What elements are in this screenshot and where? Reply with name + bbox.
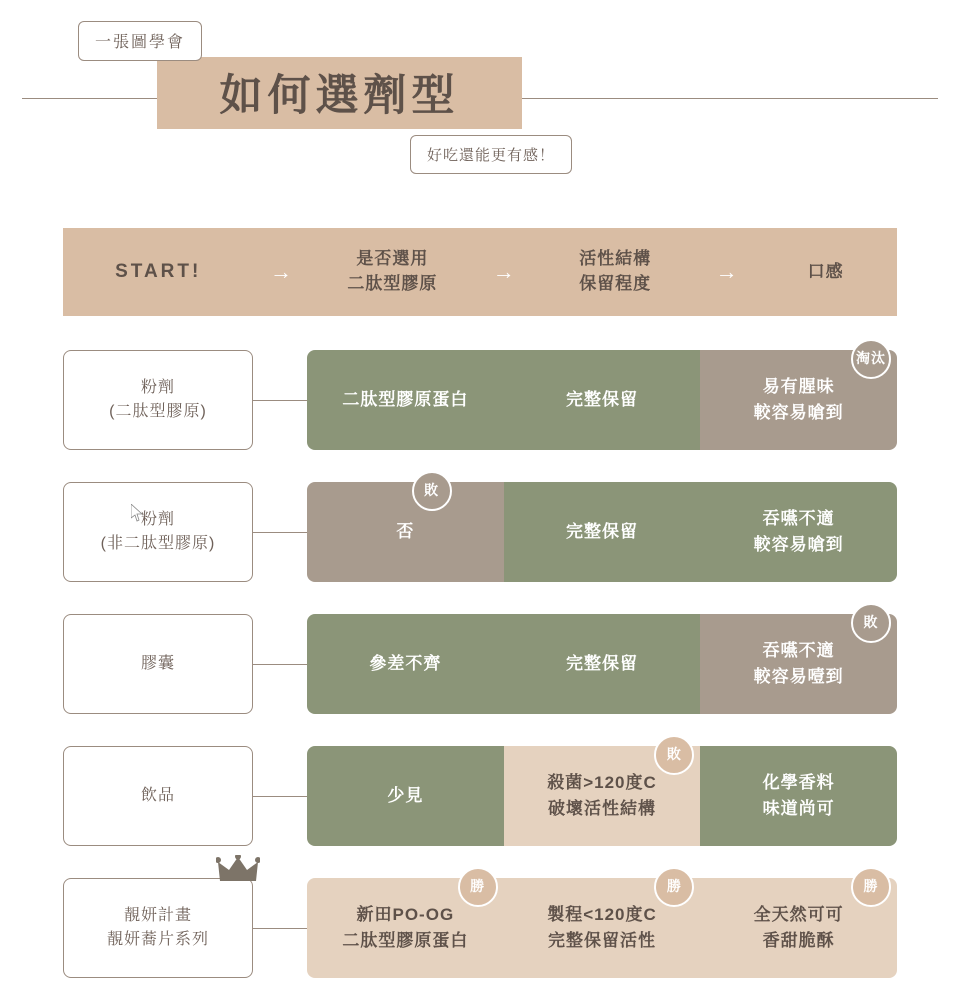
row-label-powder-dipeptide (63, 350, 253, 450)
cell-r3-c3-line1: 吞嚥不適 (762, 640, 835, 660)
cell-r4-c1 (307, 746, 504, 846)
cell-r5-c2 (504, 878, 701, 978)
row-label-powder-non-dipeptide (63, 482, 253, 582)
row-cells (307, 746, 897, 846)
cell-r3-c3 (700, 614, 897, 714)
mouse-cursor-icon (131, 504, 143, 522)
cell-r1-c3-line2: 較容易嗆到 (753, 403, 844, 422)
cell-r2-c1-line1: 否 (396, 521, 415, 541)
row-cells (307, 614, 897, 714)
row-connector (253, 482, 307, 582)
row-label-line1: 飲品 (140, 787, 175, 804)
row-cells (307, 878, 897, 978)
flow-step-1-line1: 是否選用 (356, 249, 429, 269)
cell-r3-c1-line1: 參差不齊 (369, 653, 442, 673)
cell-r2-c1 (307, 482, 504, 582)
cell-r1-c3-line1: 易有腥味 (762, 376, 835, 396)
cell-r1-c3 (700, 350, 897, 450)
cell-r4-c3-line1: 化學香料 (762, 772, 835, 792)
cell-r1-c1 (307, 350, 504, 450)
row-label-line1: 膠囊 (140, 655, 175, 672)
table-row (63, 614, 897, 714)
row-cells (307, 482, 897, 582)
cell-r1-c2 (504, 350, 701, 450)
row-label-capsule (63, 614, 253, 714)
status-badge-fail: 敗 (412, 471, 452, 511)
table-row (63, 878, 897, 978)
flow-step-2 (531, 247, 699, 296)
cell-r2-c2 (504, 482, 701, 582)
cell-r5-c1-line1: 新田PO-OG (356, 904, 455, 924)
row-connector (253, 878, 307, 978)
cell-r3-c2-line1: 完整保留 (566, 653, 638, 673)
flow-header-bar (63, 228, 897, 316)
table-row (63, 482, 897, 582)
cell-r5-c3-line1: 全天然可可 (753, 904, 844, 924)
cell-r4-c2-line1: 殺菌>120度C (547, 772, 657, 792)
status-badge-win: 勝 (654, 867, 694, 907)
cell-r1-c1-line1: 二肽型膠原蛋白 (342, 389, 469, 409)
row-label-line1: 粉劑 (140, 379, 175, 396)
page-title: 如何選劑型 (219, 73, 460, 120)
row-connector (253, 350, 307, 450)
row-label-line2: (非二肽型膠原) (100, 535, 216, 552)
row-label-featured-product (63, 878, 253, 978)
cell-r4-c3-line2: 味道尚可 (762, 799, 835, 818)
cell-r4-c2 (504, 746, 701, 846)
table-row (63, 350, 897, 450)
cell-r5-c1 (307, 878, 504, 978)
cell-r4-c1-line1: 少見 (387, 785, 424, 805)
flow-step-3: 口感 (807, 261, 844, 281)
row-label-line2: (二肽型膠原) (109, 403, 207, 420)
cell-r2-c3-line2: 較容易嗆到 (753, 535, 844, 554)
arrow-right-icon-1: → (270, 259, 293, 284)
flow-step-1-line2: 二肽型膠原 (347, 274, 438, 293)
row-label-line2: 靚妍蕎片系列 (106, 931, 209, 948)
badge-subtitle: 好吃還能更有感！ (410, 135, 572, 174)
row-label-drink (63, 746, 253, 846)
cell-r5-c2-line1: 製程<120度C (547, 904, 657, 924)
cell-r4-c2-line2: 破壞活性結構 (548, 799, 656, 818)
arrow-right-icon-3: → (715, 259, 738, 284)
table-row (63, 746, 897, 846)
row-label-line1: 靚妍計畫 (123, 907, 192, 924)
cell-r5-c3-line2: 香甜脆酥 (762, 931, 835, 950)
status-badge-win: 勝 (851, 867, 891, 907)
cell-r3-c3-line2: 較容易噎到 (753, 667, 844, 686)
flow-step-1 (309, 247, 477, 296)
status-badge-win: 勝 (458, 867, 498, 907)
flow-start-label: START! (115, 261, 202, 283)
arrow-right-icon-2: → (492, 259, 515, 284)
status-badge-fail: 敗 (851, 603, 891, 643)
cell-r2-c3 (700, 482, 897, 582)
badge-top: 一張圖學會 (78, 21, 202, 61)
status-badge-eliminated: 淘汰 (851, 339, 891, 379)
cell-r5-c2-line2: 完整保留活性 (548, 931, 656, 950)
row-cells (307, 350, 897, 450)
row-label-line1: 粉劑 (140, 511, 175, 528)
cell-r5-c3 (700, 878, 897, 978)
cell-r3-c1 (307, 614, 504, 714)
cell-r4-c3 (700, 746, 897, 846)
flow-step-2-line2: 保留程度 (579, 274, 652, 293)
cell-r5-c1-line2: 二肽型膠原蛋白 (342, 931, 469, 950)
header (0, 0, 960, 200)
status-badge-fail: 敗 (654, 735, 694, 775)
cell-r1-c2-line1: 完整保留 (566, 389, 638, 409)
row-connector (253, 746, 307, 846)
flow-step-2-line1: 活性結構 (579, 249, 652, 269)
row-connector (253, 614, 307, 714)
cell-r2-c2-line1: 完整保留 (566, 521, 638, 541)
cell-r3-c2 (504, 614, 701, 714)
crown-icon (216, 855, 260, 885)
cell-r2-c3-line1: 吞嚥不適 (762, 508, 835, 528)
